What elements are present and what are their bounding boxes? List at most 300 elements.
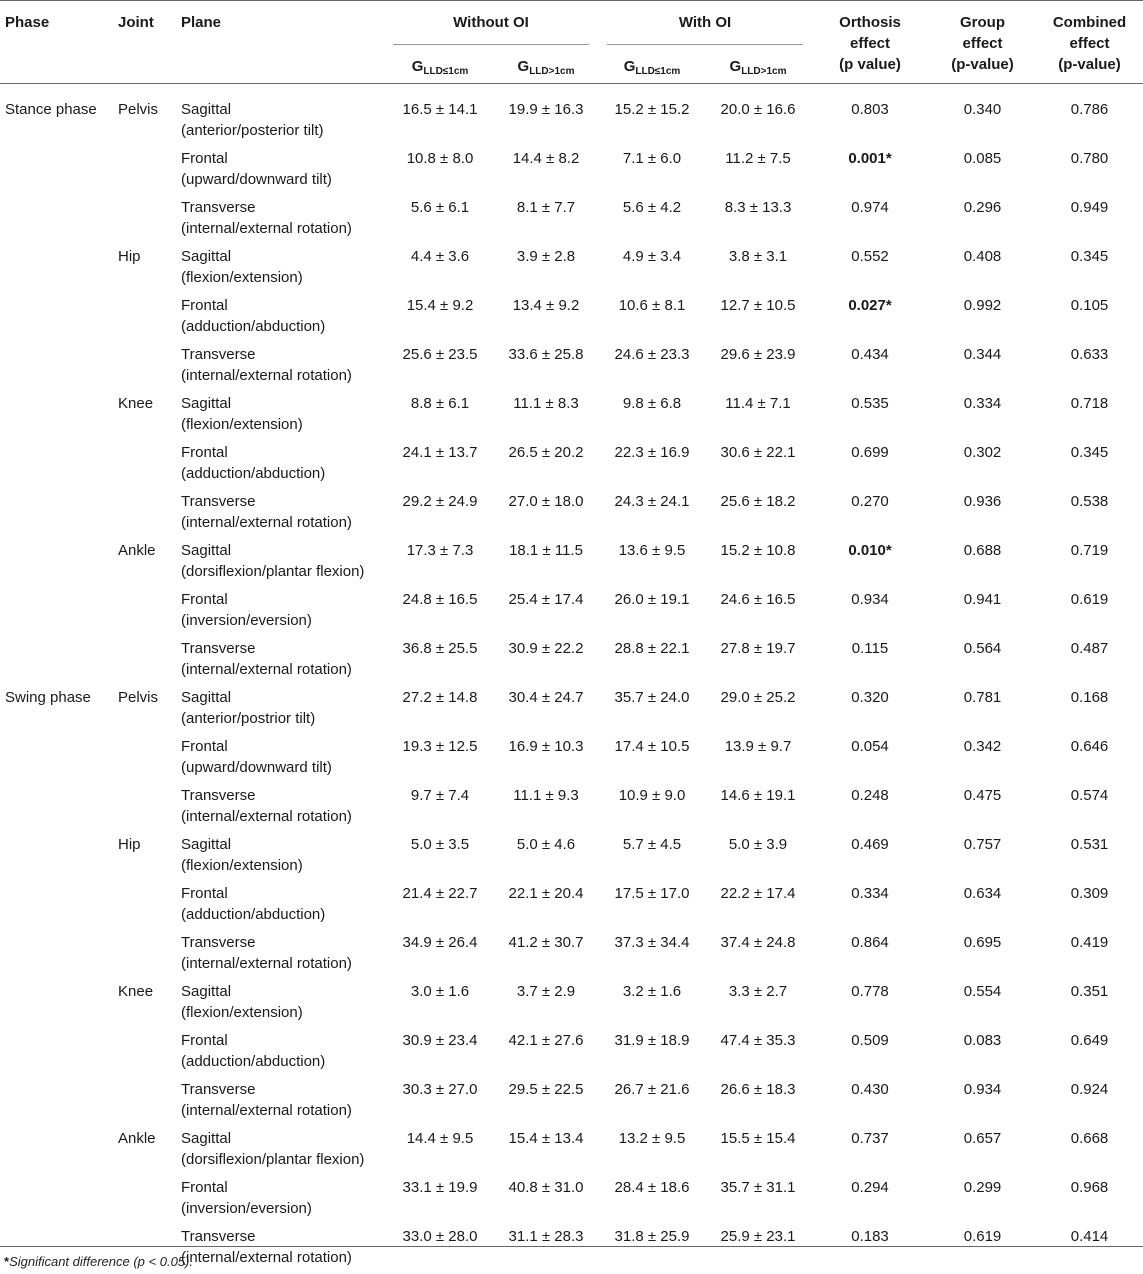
plane-label: Sagittal bbox=[181, 983, 232, 1000]
with-oi-gt-cell: 5.0 ± 3.9 bbox=[728, 836, 788, 853]
combined-effect-cell: 0.649 bbox=[1070, 1032, 1109, 1049]
without-oi-gt-cell: 5.0 ± 4.6 bbox=[516, 836, 576, 853]
plane-detail: (internal/external rotation) bbox=[181, 220, 352, 237]
without-oi-gt-cell: 22.1 ± 20.4 bbox=[508, 885, 584, 902]
with-oi-le-cell: 10.6 ± 8.1 bbox=[618, 297, 686, 314]
plane-label: Transverse bbox=[181, 346, 256, 363]
orthosis-effect-cell: 0.115 bbox=[851, 640, 889, 657]
joint-cell: Hip bbox=[118, 248, 141, 265]
plane-detail: (upward/downward tilt) bbox=[181, 171, 332, 188]
group-effect-cell: 0.302 bbox=[963, 444, 1002, 461]
joint-cell bbox=[118, 337, 181, 386]
combined-effect-cell: 0.538 bbox=[1070, 493, 1109, 510]
joint-cell: Ankle bbox=[118, 542, 156, 559]
orthosis-effect-cell: 0.974 bbox=[851, 199, 889, 216]
plane-detail: (internal/external rotation) bbox=[181, 1102, 352, 1119]
plane-cell bbox=[181, 680, 387, 729]
with-oi-gt-cell: 8.3 ± 13.3 bbox=[724, 199, 792, 216]
with-oi-gt-cell: 14.6 ± 19.1 bbox=[720, 787, 796, 804]
joint-cell bbox=[118, 484, 181, 533]
combined-effect-cell: 0.487 bbox=[1070, 640, 1109, 657]
group-effect-cell: 0.564 bbox=[963, 640, 1002, 657]
group-effect-cell: 0.334 bbox=[963, 395, 1002, 412]
table-row bbox=[0, 337, 1143, 386]
plane-cell bbox=[181, 778, 387, 827]
joint-cell bbox=[118, 288, 181, 337]
phase-cell bbox=[0, 1023, 118, 1072]
joint-cell: Pelvis bbox=[118, 101, 159, 118]
with-oi-le-cell: 7.1 ± 6.0 bbox=[622, 150, 682, 167]
table-row bbox=[0, 876, 1143, 925]
table-row bbox=[0, 92, 1143, 141]
with-oi-le-cell: 13.6 ± 9.5 bbox=[618, 542, 686, 559]
combined-effect-cell: 0.345 bbox=[1070, 444, 1109, 461]
phase-cell bbox=[0, 190, 118, 239]
plane-label: Frontal bbox=[181, 591, 228, 608]
table-row bbox=[0, 827, 1143, 876]
header-g-gt-without: $G_{LLD>1cm}$ bbox=[517, 58, 575, 77]
table-row bbox=[0, 974, 1143, 1023]
without-oi-le-cell: 5.0 ± 3.5 bbox=[410, 836, 470, 853]
plane-cell bbox=[181, 435, 387, 484]
without-oi-gt-cell: 31.1 ± 28.3 bbox=[508, 1228, 584, 1245]
plane-cell bbox=[181, 1170, 387, 1219]
joint-cell bbox=[118, 1023, 181, 1072]
without-oi-le-cell: 4.4 ± 3.6 bbox=[410, 248, 470, 265]
with-oi-gt-cell: 12.7 ± 10.5 bbox=[720, 297, 796, 314]
orthosis-effect-cell: 0.334 bbox=[851, 885, 889, 902]
plane-label: Frontal bbox=[181, 885, 228, 902]
phase-cell: Swing phase bbox=[5, 689, 91, 706]
without-oi-gt-cell: 29.5 ± 22.5 bbox=[508, 1081, 584, 1098]
phase-cell bbox=[0, 141, 118, 190]
plane-detail: (inversion/eversion) bbox=[181, 1200, 312, 1217]
orthosis-effect-cell: 0.054 bbox=[851, 738, 889, 755]
plane-label: Sagittal bbox=[181, 101, 232, 118]
without-oi-gt-cell: 30.4 ± 24.7 bbox=[508, 689, 584, 706]
orthosis-effect-cell: 0.552 bbox=[851, 248, 889, 265]
with-oi-gt-cell: 26.6 ± 18.3 bbox=[720, 1081, 796, 1098]
joint-cell bbox=[118, 141, 181, 190]
without-oi-le-cell: 36.8 ± 25.5 bbox=[402, 640, 478, 657]
plane-cell bbox=[181, 533, 387, 582]
combined-effect-cell: 0.968 bbox=[1070, 1179, 1109, 1196]
phase-cell bbox=[0, 533, 118, 582]
orthosis-effect-cell: 0.535 bbox=[851, 395, 889, 412]
plane-cell bbox=[181, 1072, 387, 1121]
group-effect-cell: 0.296 bbox=[963, 199, 1002, 216]
with-oi-le-cell: 15.2 ± 15.2 bbox=[614, 101, 690, 118]
plane-detail: (anterior/posterior tilt) bbox=[181, 122, 324, 139]
without-oi-le-cell: 33.1 ± 19.9 bbox=[402, 1179, 478, 1196]
plane-label: Sagittal bbox=[181, 542, 232, 559]
with-oi-le-cell: 28.8 ± 22.1 bbox=[614, 640, 690, 657]
table-row bbox=[0, 778, 1143, 827]
phase-cell bbox=[0, 1121, 118, 1170]
with-oi-gt-cell: 25.6 ± 18.2 bbox=[720, 493, 796, 510]
group-effect-cell: 0.085 bbox=[963, 150, 1002, 167]
plane-label: Transverse bbox=[181, 1081, 256, 1098]
plane-label: Frontal bbox=[181, 738, 228, 755]
group-effect-cell: 0.657 bbox=[963, 1130, 1002, 1147]
with-oi-gt-cell: 11.4 ± 7.1 bbox=[725, 395, 791, 412]
table-body bbox=[0, 92, 1143, 1268]
plane-cell bbox=[181, 337, 387, 386]
phase-cell bbox=[0, 239, 118, 288]
without-oi-le-cell: 21.4 ± 22.7 bbox=[402, 885, 478, 902]
phase-cell bbox=[0, 484, 118, 533]
group-effect-cell: 0.941 bbox=[963, 591, 1002, 608]
plane-detail: (internal/external rotation) bbox=[181, 1249, 352, 1266]
plane-label: Sagittal bbox=[181, 836, 232, 853]
orthosis-effect-cell: 0.430 bbox=[851, 1081, 889, 1098]
plane-detail: (internal/external rotation) bbox=[181, 808, 352, 825]
joint-cell bbox=[118, 1170, 181, 1219]
header-orthosis-effect: Orthosis effect (p value) bbox=[839, 14, 901, 73]
table-row bbox=[0, 1072, 1143, 1121]
table-row bbox=[0, 631, 1143, 680]
group-effect-cell: 0.408 bbox=[963, 248, 1002, 265]
phase-cell bbox=[0, 1170, 118, 1219]
without-oi-le-cell: 24.1 ± 13.7 bbox=[402, 444, 478, 461]
group-effect-cell: 0.781 bbox=[963, 689, 1002, 706]
without-oi-gt-cell: 42.1 ± 27.6 bbox=[508, 1032, 584, 1049]
header-phase: Phase bbox=[5, 14, 50, 31]
with-oi-gt-cell: 3.3 ± 2.7 bbox=[728, 983, 788, 1000]
without-oi-le-cell: 10.8 ± 8.0 bbox=[406, 150, 474, 167]
group-effect-cell: 0.299 bbox=[963, 1179, 1002, 1196]
orthosis-effect-cell: 0.294 bbox=[851, 1179, 889, 1196]
plane-label: Sagittal bbox=[181, 248, 232, 265]
combined-effect-cell: 0.345 bbox=[1070, 248, 1109, 265]
without-oi-gt-cell: 11.1 ± 8.3 bbox=[513, 395, 579, 412]
with-oi-gt-cell: 20.0 ± 16.6 bbox=[720, 101, 796, 118]
with-oi-le-cell: 13.2 ± 9.5 bbox=[618, 1130, 686, 1147]
without-oi-gt-cell: 18.1 ± 11.5 bbox=[509, 542, 583, 559]
phase-cell bbox=[0, 1072, 118, 1121]
joint-cell bbox=[118, 435, 181, 484]
group-effect-cell: 0.936 bbox=[963, 493, 1002, 510]
plane-detail: (flexion/extension) bbox=[181, 857, 303, 874]
table-row bbox=[0, 1121, 1143, 1170]
orthosis-effect-cell: 0.737 bbox=[851, 1130, 889, 1147]
without-oi-le-cell: 15.4 ± 9.2 bbox=[406, 297, 474, 314]
plane-label: Transverse bbox=[181, 787, 256, 804]
without-oi-le-cell: 19.3 ± 12.5 bbox=[402, 738, 478, 755]
combined-effect-cell: 0.619 bbox=[1070, 591, 1109, 608]
combined-effect-cell: 0.924 bbox=[1070, 1081, 1109, 1098]
plane-cell bbox=[181, 1121, 387, 1170]
with-oi-gt-cell: 15.5 ± 15.4 bbox=[720, 1130, 796, 1147]
table-row bbox=[0, 1170, 1143, 1219]
orthosis-effect-cell: 0.183 bbox=[851, 1228, 889, 1245]
plane-label: Transverse bbox=[181, 1228, 256, 1245]
combined-effect-cell: 0.419 bbox=[1070, 934, 1109, 951]
plane-label: Frontal bbox=[181, 1179, 228, 1196]
orthosis-effect-cell: 0.027* bbox=[848, 297, 892, 314]
with-oi-le-cell: 24.6 ± 23.3 bbox=[614, 346, 690, 363]
joint-cell bbox=[118, 582, 181, 631]
plane-label: Frontal bbox=[181, 1032, 228, 1049]
with-oi-gt-cell: 13.9 ± 9.7 bbox=[724, 738, 792, 755]
with-oi-le-cell: 31.9 ± 18.9 bbox=[614, 1032, 690, 1049]
group-effect-cell: 0.757 bbox=[963, 836, 1002, 853]
plane-detail: (inversion/eversion) bbox=[181, 612, 312, 629]
without-oi-le-cell: 14.4 ± 9.5 bbox=[406, 1130, 474, 1147]
with-oi-le-cell: 22.3 ± 16.9 bbox=[614, 444, 690, 461]
joint-cell: Knee bbox=[118, 983, 154, 1000]
phase-cell bbox=[0, 435, 118, 484]
without-oi-gt-cell: 30.9 ± 22.2 bbox=[508, 640, 584, 657]
group-effect-cell: 0.340 bbox=[963, 101, 1002, 118]
with-oi-gt-cell: 37.4 ± 24.8 bbox=[720, 934, 796, 951]
without-oi-le-cell: 30.3 ± 27.0 bbox=[402, 1081, 478, 1098]
with-oi-gt-cell: 15.2 ± 10.8 bbox=[720, 542, 796, 559]
plane-label: Sagittal bbox=[181, 689, 232, 706]
with-oi-gt-cell: 47.4 ± 35.3 bbox=[720, 1032, 796, 1049]
plane-label: Frontal bbox=[181, 297, 228, 314]
phase-cell bbox=[0, 631, 118, 680]
joint-cell bbox=[118, 778, 181, 827]
with-oi-gt-cell: 30.6 ± 22.1 bbox=[720, 444, 796, 461]
header-group-effect: Group effect (p-value) bbox=[951, 14, 1014, 73]
combined-effect-cell: 0.718 bbox=[1070, 395, 1109, 412]
without-oi-le-cell: 30.9 ± 23.4 bbox=[402, 1032, 478, 1049]
without-oi-gt-cell: 27.0 ± 18.0 bbox=[508, 493, 584, 510]
without-oi-le-cell: 3.0 ± 1.6 bbox=[410, 983, 470, 1000]
plane-cell bbox=[181, 925, 387, 974]
plane-cell bbox=[181, 631, 387, 680]
with-oi-le-cell: 31.8 ± 25.9 bbox=[614, 1228, 690, 1245]
phase-cell bbox=[0, 582, 118, 631]
joint-cell bbox=[118, 876, 181, 925]
table-row bbox=[0, 386, 1143, 435]
plane-cell bbox=[181, 484, 387, 533]
plane-detail: (adduction/abduction) bbox=[181, 318, 326, 335]
group-effect-cell: 0.695 bbox=[963, 934, 1002, 951]
with-oi-gt-cell: 29.0 ± 25.2 bbox=[720, 689, 796, 706]
joint-cell: Ankle bbox=[118, 1130, 156, 1147]
without-oi-gt-cell: 33.6 ± 25.8 bbox=[508, 346, 584, 363]
combined-effect-cell: 0.633 bbox=[1070, 346, 1109, 363]
group-effect-cell: 0.554 bbox=[963, 983, 1002, 1000]
combined-effect-cell: 0.786 bbox=[1070, 101, 1109, 118]
footnote: *Significant difference (p < 0.05). bbox=[4, 1254, 193, 1269]
group-effect-cell: 0.083 bbox=[963, 1032, 1002, 1049]
without-oi-le-cell: 34.9 ± 26.4 bbox=[402, 934, 478, 951]
plane-detail: (flexion/extension) bbox=[181, 416, 303, 433]
table-row bbox=[0, 239, 1143, 288]
orthosis-effect-cell: 0.001* bbox=[848, 150, 892, 167]
plane-cell bbox=[181, 729, 387, 778]
with-oi-gt-cell: 29.6 ± 23.9 bbox=[720, 346, 796, 363]
header-g-le-without: $G_{LLD\le 1cm}$ bbox=[411, 58, 469, 77]
plane-cell bbox=[181, 190, 387, 239]
header-g-gt-with: $G_{LLD>1cm}$ bbox=[729, 58, 787, 77]
group-effect-cell: 0.619 bbox=[963, 1228, 1002, 1245]
without-oi-gt-cell: 26.5 ± 20.2 bbox=[508, 444, 584, 461]
orthosis-effect-cell: 0.320 bbox=[851, 689, 889, 706]
table-row bbox=[0, 288, 1143, 337]
phase-cell bbox=[0, 974, 118, 1023]
combined-effect-cell: 0.309 bbox=[1070, 885, 1109, 902]
phase-cell bbox=[0, 729, 118, 778]
without-oi-gt-cell: 3.9 ± 2.8 bbox=[516, 248, 576, 265]
with-oi-gt-cell: 27.8 ± 19.7 bbox=[720, 640, 796, 657]
without-oi-gt-cell: 14.4 ± 8.2 bbox=[512, 150, 580, 167]
with-oi-le-cell: 17.4 ± 10.5 bbox=[614, 738, 690, 755]
phase-cell bbox=[0, 386, 118, 435]
combined-effect-cell: 0.105 bbox=[1070, 297, 1109, 314]
without-oi-le-cell: 33.0 ± 28.0 bbox=[402, 1228, 478, 1245]
orthosis-effect-cell: 0.934 bbox=[851, 591, 889, 608]
with-oi-le-cell: 4.9 ± 3.4 bbox=[622, 248, 682, 265]
plane-label: Sagittal bbox=[181, 395, 232, 412]
phase-cell bbox=[0, 337, 118, 386]
plane-label: Transverse bbox=[181, 934, 256, 951]
without-oi-gt-cell: 8.1 ± 7.7 bbox=[516, 199, 576, 216]
plane-cell bbox=[181, 386, 387, 435]
joint-cell bbox=[118, 729, 181, 778]
orthosis-effect-cell: 0.270 bbox=[851, 493, 889, 510]
without-oi-le-cell: 16.5 ± 14.1 bbox=[402, 101, 478, 118]
with-oi-gt-cell: 35.7 ± 31.1 bbox=[720, 1179, 796, 1196]
plane-detail: (adduction/abduction) bbox=[181, 1053, 326, 1070]
table-row bbox=[0, 141, 1143, 190]
group-effect-cell: 0.634 bbox=[963, 885, 1002, 902]
header-without-oi: Without OI bbox=[387, 0, 599, 56]
phase-cell bbox=[0, 778, 118, 827]
plane-cell bbox=[181, 974, 387, 1023]
plane-detail: (flexion/extension) bbox=[181, 269, 303, 286]
combined-effect-cell: 0.168 bbox=[1070, 689, 1109, 706]
with-oi-le-cell: 5.6 ± 4.2 bbox=[622, 199, 682, 216]
with-oi-le-cell: 9.8 ± 6.8 bbox=[622, 395, 682, 412]
with-oi-le-cell: 24.3 ± 24.1 bbox=[614, 493, 690, 510]
with-oi-le-cell: 26.7 ± 21.6 bbox=[614, 1081, 690, 1098]
plane-detail: (anterior/postrior tilt) bbox=[181, 710, 316, 727]
without-oi-le-cell: 8.8 ± 6.1 bbox=[410, 395, 470, 412]
combined-effect-cell: 0.780 bbox=[1070, 150, 1109, 167]
group-effect-cell: 0.934 bbox=[963, 1081, 1002, 1098]
joint-cell: Hip bbox=[118, 836, 141, 853]
plane-label: Transverse bbox=[181, 493, 256, 510]
with-oi-gt-cell: 22.2 ± 17.4 bbox=[720, 885, 796, 902]
plane-detail: (internal/external rotation) bbox=[181, 367, 352, 384]
table-row bbox=[0, 680, 1143, 729]
group-effect-cell: 0.344 bbox=[963, 346, 1002, 363]
table-row bbox=[0, 729, 1143, 778]
plane-label: Frontal bbox=[181, 444, 228, 461]
phase-cell bbox=[0, 876, 118, 925]
plane-cell bbox=[181, 582, 387, 631]
without-oi-gt-cell: 11.1 ± 9.3 bbox=[513, 787, 579, 804]
group-effect-cell: 0.688 bbox=[963, 542, 1002, 559]
plane-cell bbox=[181, 288, 387, 337]
header-joint: Joint bbox=[118, 14, 154, 31]
with-oi-le-cell: 10.9 ± 9.0 bbox=[618, 787, 686, 804]
joint-cell bbox=[118, 925, 181, 974]
phase-cell: Stance phase bbox=[5, 101, 97, 118]
plane-cell bbox=[181, 1023, 387, 1072]
plane-cell bbox=[181, 1219, 387, 1268]
without-oi-gt-cell: 15.4 ± 13.4 bbox=[508, 1130, 584, 1147]
plane-cell bbox=[181, 827, 387, 876]
plane-detail: (dorsiflexion/plantar flexion) bbox=[181, 563, 365, 580]
without-oi-le-cell: 5.6 ± 6.1 bbox=[410, 199, 470, 216]
combined-effect-cell: 0.351 bbox=[1070, 983, 1109, 1000]
joint-cell bbox=[118, 631, 181, 680]
without-oi-le-cell: 24.8 ± 16.5 bbox=[402, 591, 478, 608]
plane-detail: (internal/external rotation) bbox=[181, 955, 352, 972]
plane-label: Transverse bbox=[181, 640, 256, 657]
plane-cell bbox=[181, 92, 387, 141]
orthosis-effect-cell: 0.248 bbox=[851, 787, 889, 804]
table-row bbox=[0, 582, 1143, 631]
with-oi-le-cell: 35.7 ± 24.0 bbox=[614, 689, 690, 706]
plane-detail: (adduction/abduction) bbox=[181, 465, 326, 482]
without-oi-le-cell: 27.2 ± 14.8 bbox=[402, 689, 478, 706]
plane-label: Frontal bbox=[181, 150, 228, 167]
orthosis-effect-cell: 0.803 bbox=[851, 101, 889, 118]
plane-cell bbox=[181, 876, 387, 925]
plane-detail: (internal/external rotation) bbox=[181, 514, 352, 531]
with-oi-gt-cell: 3.8 ± 3.1 bbox=[728, 248, 788, 265]
orthosis-effect-cell: 0.434 bbox=[851, 346, 889, 363]
joint-cell: Knee bbox=[118, 395, 154, 412]
without-oi-gt-cell: 3.7 ± 2.9 bbox=[516, 983, 576, 1000]
with-oi-gt-cell: 24.6 ± 16.5 bbox=[720, 591, 796, 608]
phase-cell bbox=[0, 827, 118, 876]
without-oi-le-cell: 25.6 ± 23.5 bbox=[402, 346, 478, 363]
table-row bbox=[0, 925, 1143, 974]
joint-cell bbox=[118, 1072, 181, 1121]
without-oi-gt-cell: 40.8 ± 31.0 bbox=[508, 1179, 584, 1196]
header-plane: Plane bbox=[181, 14, 222, 31]
plane-detail: (flexion/extension) bbox=[181, 1004, 303, 1021]
table-row bbox=[0, 1023, 1143, 1072]
with-oi-le-cell: 3.2 ± 1.6 bbox=[622, 983, 682, 1000]
orthosis-effect-cell: 0.509 bbox=[851, 1032, 889, 1049]
plane-detail: (dorsiflexion/plantar flexion) bbox=[181, 1151, 365, 1168]
with-oi-le-cell: 37.3 ± 34.4 bbox=[614, 934, 690, 951]
without-oi-gt-cell: 13.4 ± 9.2 bbox=[512, 297, 580, 314]
plane-cell bbox=[181, 141, 387, 190]
table-row bbox=[0, 435, 1143, 484]
combined-effect-cell: 0.949 bbox=[1070, 199, 1109, 216]
combined-effect-cell: 0.531 bbox=[1070, 836, 1109, 853]
orthosis-effect-cell: 0.699 bbox=[851, 444, 889, 461]
with-oi-le-cell: 5.7 ± 4.5 bbox=[622, 836, 682, 853]
combined-effect-cell: 0.668 bbox=[1070, 1130, 1109, 1147]
group-effect-cell: 0.992 bbox=[963, 297, 1002, 314]
without-oi-gt-cell: 41.2 ± 30.7 bbox=[508, 934, 584, 951]
without-oi-gt-cell: 19.9 ± 16.3 bbox=[508, 101, 584, 118]
orthosis-effect-cell: 0.469 bbox=[851, 836, 889, 853]
with-oi-le-cell: 17.5 ± 17.0 bbox=[614, 885, 690, 902]
table-row bbox=[0, 484, 1143, 533]
header-g-le-with: $G_{LLD\le 1cm}$ bbox=[623, 58, 681, 77]
orthosis-effect-cell: 0.864 bbox=[851, 934, 889, 951]
plane-cell bbox=[181, 239, 387, 288]
plane-label: Sagittal bbox=[181, 1130, 232, 1147]
plane-detail: (upward/downward tilt) bbox=[181, 759, 332, 776]
plane-detail: (adduction/abduction) bbox=[181, 906, 326, 923]
group-effect-cell: 0.475 bbox=[963, 787, 1002, 804]
with-oi-gt-cell: 25.9 ± 23.1 bbox=[720, 1228, 796, 1245]
without-oi-le-cell: 17.3 ± 7.3 bbox=[406, 542, 474, 559]
phase-cell bbox=[0, 925, 118, 974]
